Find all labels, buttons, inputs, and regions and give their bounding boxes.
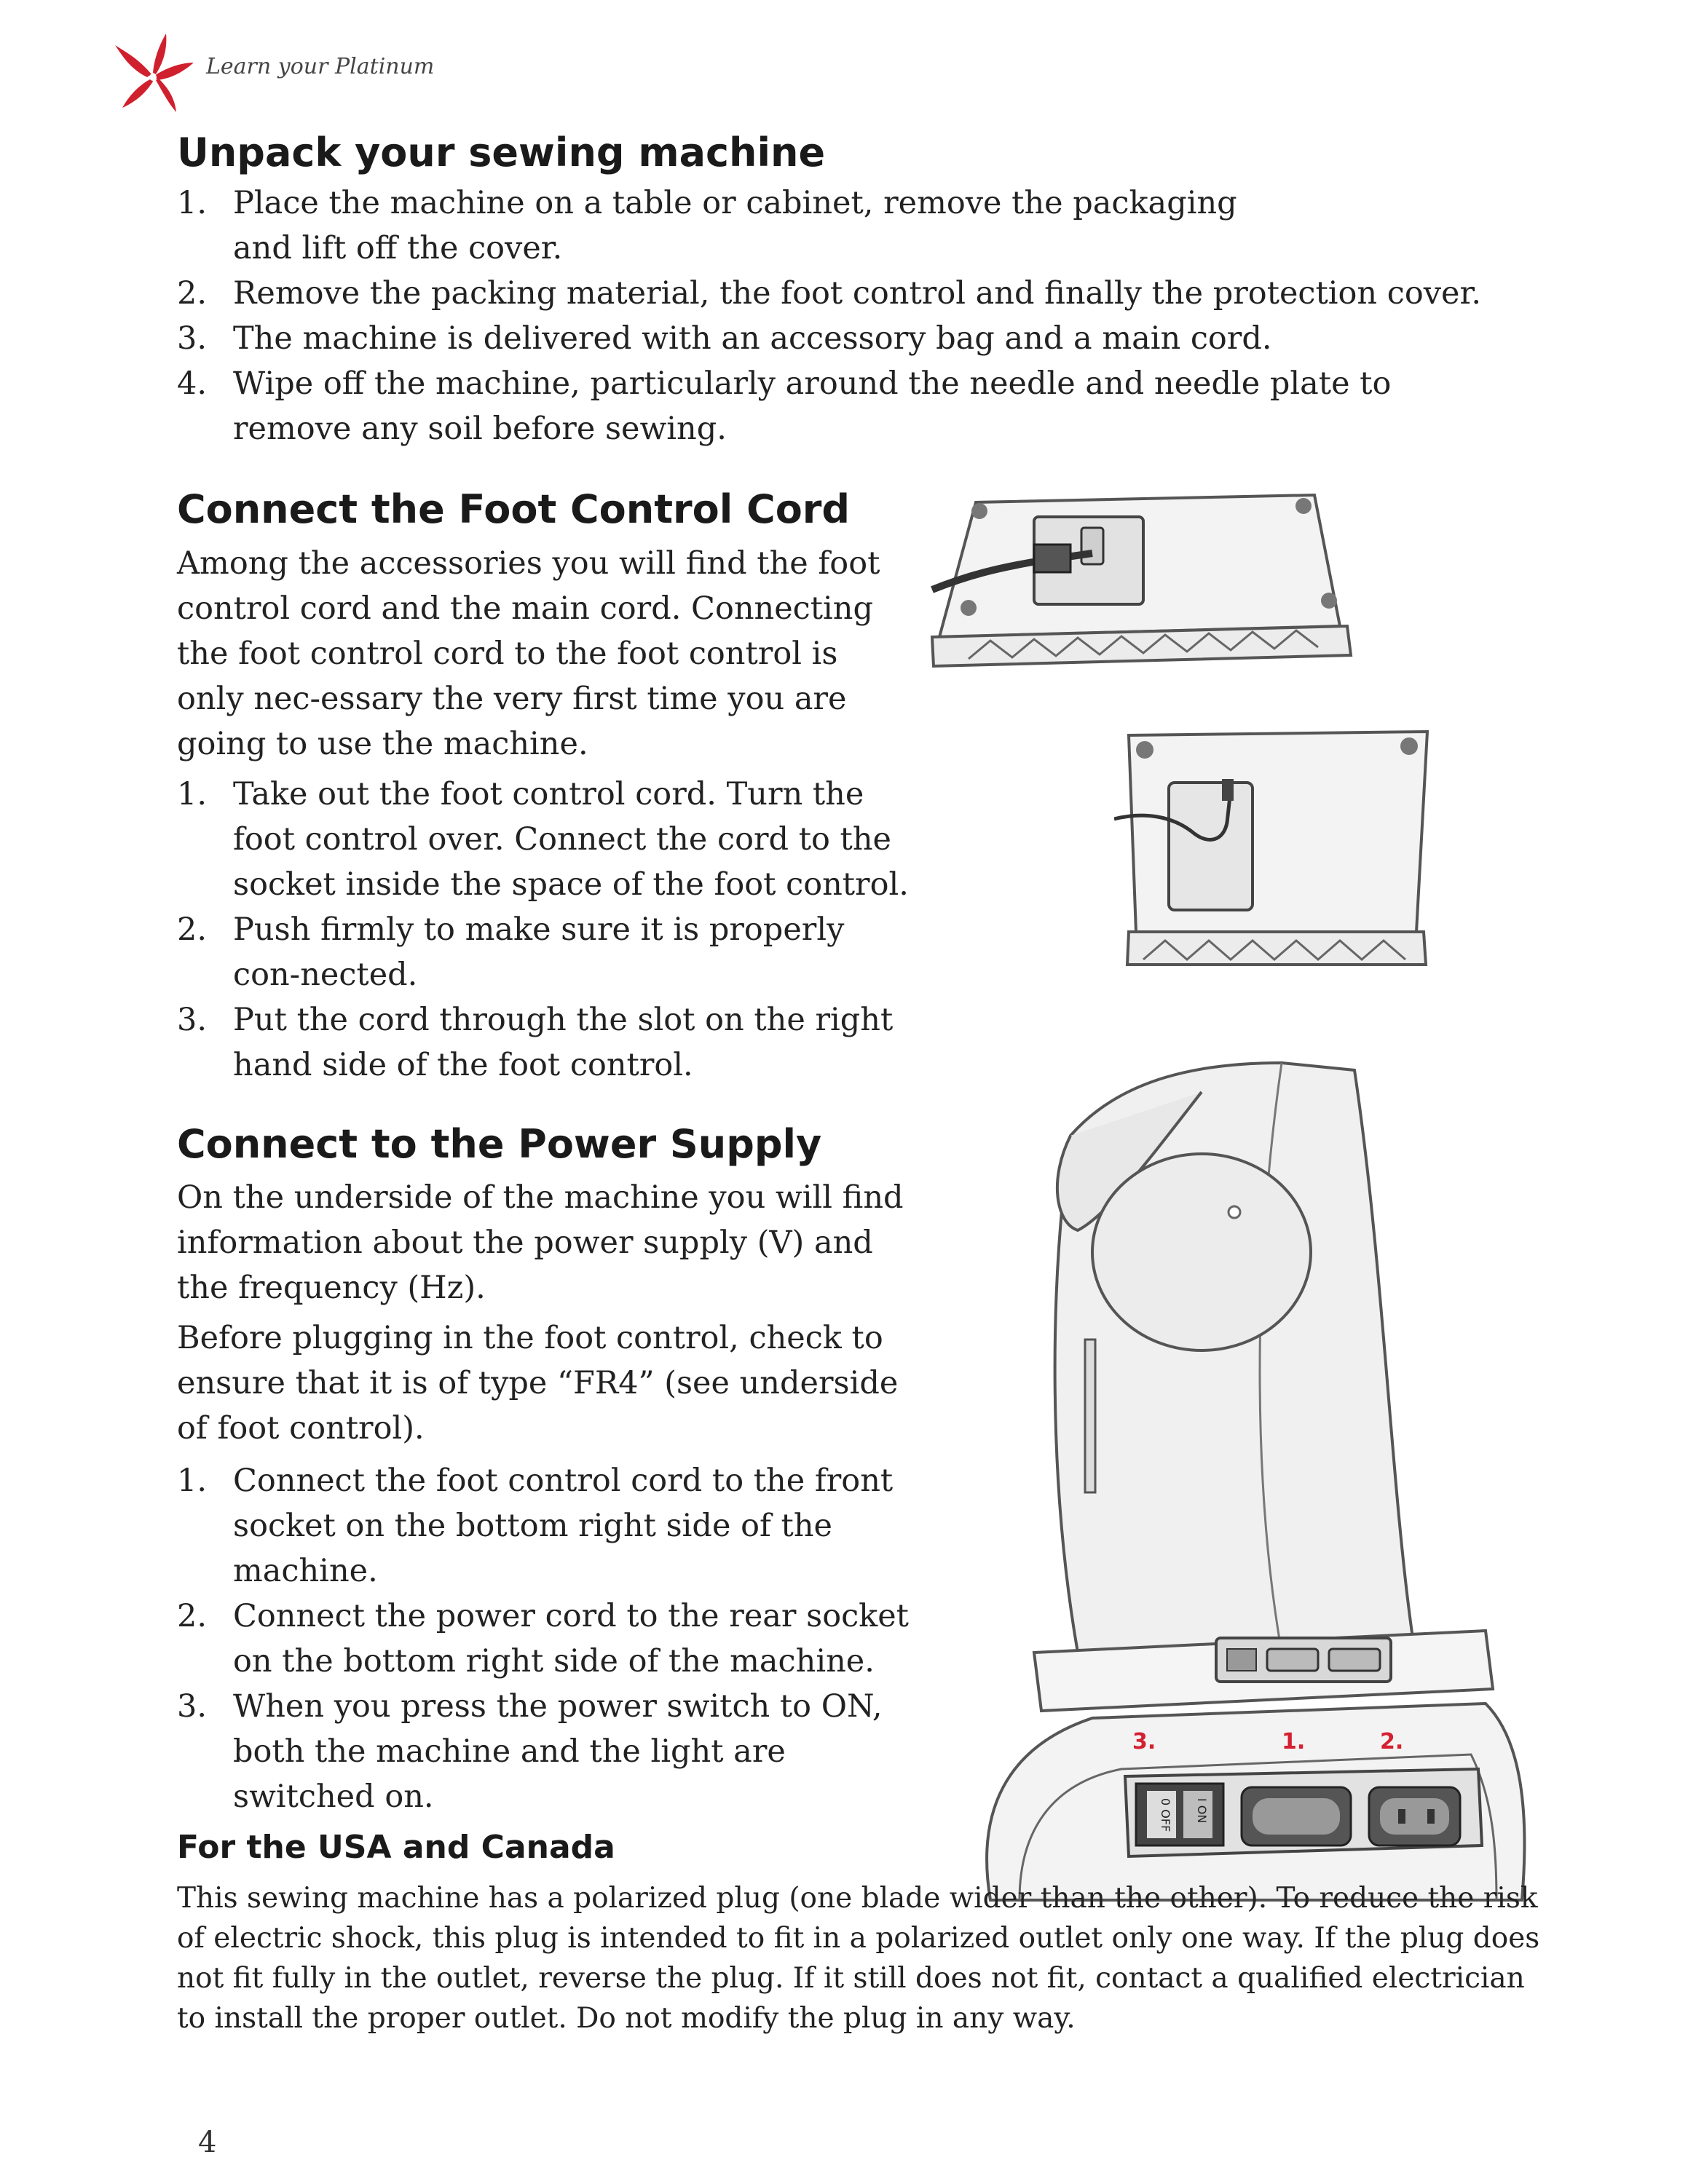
switch-on-label: I ON (1195, 1798, 1209, 1824)
running-header: Learn your Platinum (206, 54, 435, 79)
power-intro-1: On the underside of the machine you will find information about the power supply (V) and the frequency (Hz). (177, 1179, 904, 1306)
callout-2: 2. (1380, 1729, 1404, 1754)
foot-control-bottom-illustration (1114, 713, 1442, 990)
list-item: 3. When you press the power switch to ON, both the machine and the light are switched on. (177, 1688, 883, 1815)
list-item: 1. Connect the foot control cord to the front socket on the bottom right side of the machine. (177, 1463, 894, 1589)
unpack-steps (177, 181, 1488, 451)
foot-control-intro: Among the accessories you will find the foot control cord and the main cord. Connecting the foot control cord to the foot control is only nec-essary the very first time you are going to use the machine. (177, 545, 880, 762)
usa-heading: For the USA and Canada (177, 1829, 615, 1866)
usa-text: This sewing machine has a polarized plug (one blade wider than the other). To reduce the risk of electric shock, this plug is intended to fit in a polarized outlet only one way. If the plug does not fit fully in the outlet, reverse the plug. If it still does not fit, contact a qualified electrician to install the proper outlet. Do not modify the plug in any way. (177, 1882, 1540, 2035)
callout-3: 3. (1132, 1729, 1156, 1754)
list-item: 1. Take out the foot control cord. Turn the foot control over. Connect the cord to the socket inside the space of the foot control. (177, 776, 909, 903)
list-item: 2. Push firmly to make sure it is properly con-nected. (177, 911, 845, 993)
list-item: 2. Remove the packing material, the foot control and finally the protection cover. (177, 275, 1481, 312)
list-item: 3. Put the cord through the slot on the right hand side of the foot control. (177, 1002, 894, 1083)
machine-power-socket-illustration (961, 1048, 1529, 1922)
power-steps (177, 1458, 912, 1819)
page-number: 4 (198, 2126, 217, 2159)
foot-control-heading: Connect the Foot Control Cord (177, 486, 851, 532)
list-item: 2. Connect the power cord to the rear socket on the bottom right side of the machine. (177, 1598, 909, 1679)
foot-control-top-illustration (925, 480, 1362, 684)
list-item: 1. Place the machine on a table or cabinet, remove the packaging and lift off the cover. (177, 185, 1237, 266)
list-item: 4. Wipe off the machine, particularly around the needle and needle plate to remove any soil before sewing. (177, 365, 1392, 447)
power-intro-2: Before plugging in the foot control, check to ensure that it is of type “FR4” (see underside of foot control). (177, 1320, 899, 1447)
callout-1: 1. (1282, 1729, 1306, 1754)
list-item: 3. The machine is delivered with an accessory bag and a main cord. (177, 320, 1272, 357)
red-flower-logo-icon (109, 29, 197, 116)
power-heading: Connect to the Power Supply (177, 1121, 822, 1167)
unpack-heading: Unpack your sewing machine (177, 130, 826, 175)
foot-control-steps (177, 772, 912, 1088)
switch-off-label: 0 OFF (1159, 1798, 1172, 1832)
